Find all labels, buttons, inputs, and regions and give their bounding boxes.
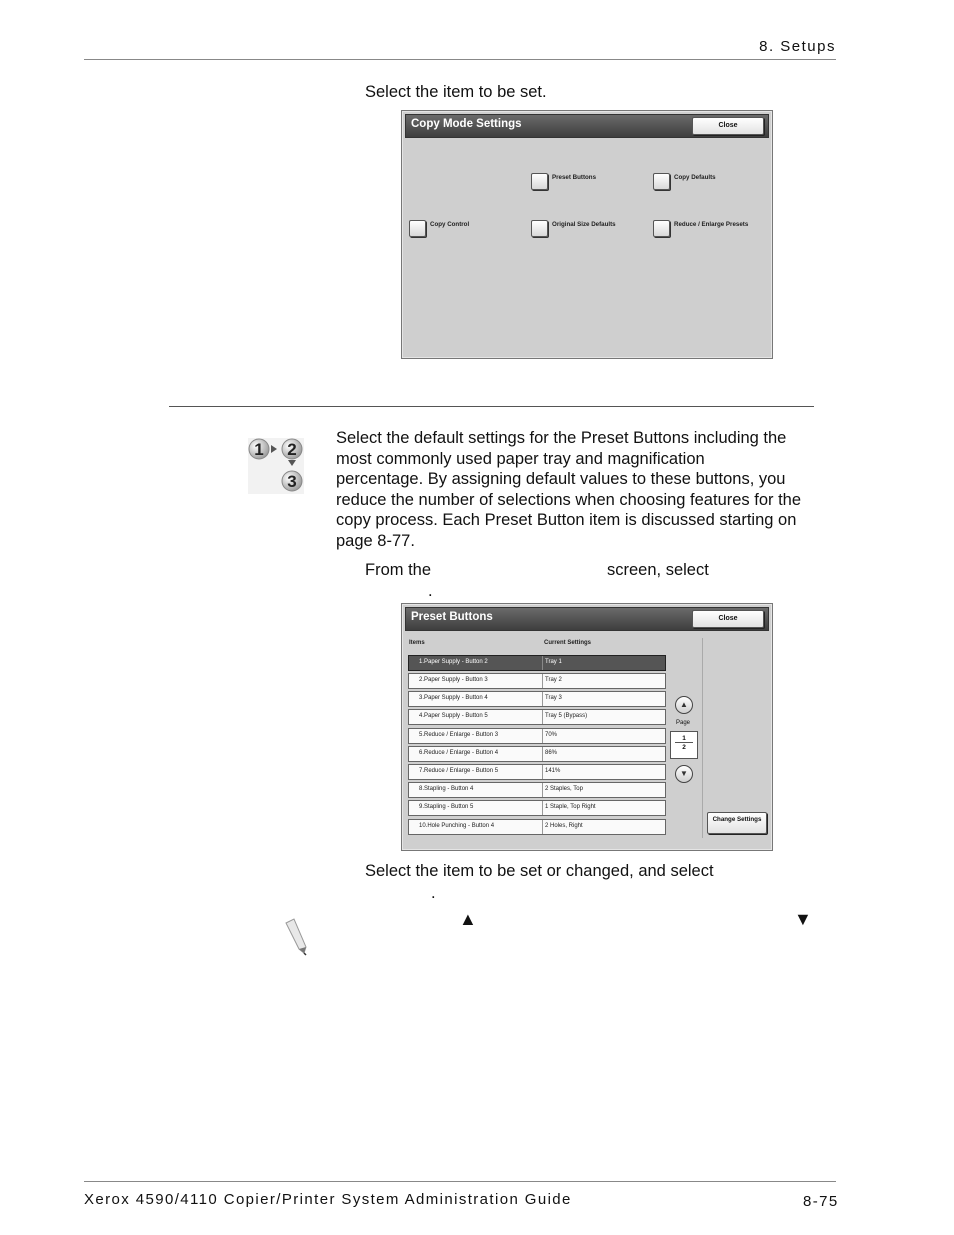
page-label: Page — [676, 720, 691, 726]
row-item: 2.Paper Supply - Button 3 — [419, 677, 488, 683]
table-row[interactable] — [408, 819, 666, 835]
paragraph-line: copy process. Each Preset Button item is discussed starting on — [336, 511, 797, 529]
step2-text: Select the item to be set or changed, and select — [365, 862, 714, 880]
page-total: 2 — [682, 744, 686, 751]
checkbox[interactable] — [409, 220, 426, 237]
option-label: Copy Control — [430, 221, 470, 228]
scroll-up-button[interactable]: ▲ — [675, 696, 693, 714]
copy-control-option[interactable] — [409, 220, 469, 237]
svg-text:1: 1 — [254, 440, 264, 459]
option-label: Reduce / Enlarge Presets — [674, 221, 749, 228]
original-size-defaults-option[interactable] — [531, 220, 616, 237]
panel-divider — [702, 638, 703, 838]
paragraph-line: percentage. By assigning default values to these buttons, you — [336, 470, 786, 488]
option-label: Original Size Defaults — [552, 221, 616, 228]
intro-instruction: Select the item to be set. — [365, 83, 547, 101]
checkbox[interactable] — [653, 173, 670, 190]
copy-mode-settings-screenshot — [401, 110, 773, 359]
screen-title: Preset Buttons — [411, 611, 493, 623]
step2-end: . — [431, 884, 436, 902]
svg-text:2: 2 — [287, 440, 297, 459]
row-setting: Tray 1 — [545, 659, 562, 665]
close-button[interactable]: Close — [692, 610, 764, 628]
screen-titlebar — [405, 607, 769, 631]
step1-text-c: . — [428, 582, 433, 600]
note-pencil-icon — [282, 917, 312, 957]
row-item: 3.Paper Supply - Button 4 — [419, 695, 488, 701]
row-item: 7.Reduce / Enlarge - Button 5 — [419, 768, 499, 774]
table-row[interactable] — [408, 655, 666, 671]
up-arrow-icon: ▲ — [459, 909, 477, 929]
table-row[interactable] — [408, 728, 666, 744]
row-item: 5.Reduce / Enlarge - Button 3 — [419, 732, 499, 738]
checkbox[interactable] — [531, 173, 548, 190]
section-paragraph — [336, 428, 801, 551]
paragraph-line: reduce the number of selections when choosing features for the — [336, 490, 802, 509]
header-rule — [84, 59, 836, 60]
option-label: Copy Defaults — [674, 174, 716, 181]
row-item: 8.Stapling - Button 4 — [419, 786, 474, 792]
paragraph-line: most commonly used paper tray and magnification — [336, 449, 705, 468]
svg-text:3: 3 — [287, 472, 297, 491]
row-setting: 86% — [545, 750, 558, 756]
reduce-enlarge-presets-option[interactable] — [653, 220, 748, 237]
checkbox[interactable] — [531, 220, 548, 237]
row-setting: Tray 3 — [545, 695, 562, 701]
table-row[interactable] — [408, 800, 666, 816]
close-button[interactable]: Close — [692, 117, 764, 135]
footer-title: Xerox 4590/4110 Copier/Printer System Administration Guide — [84, 1191, 572, 1208]
table-row[interactable] — [408, 709, 666, 725]
row-item: 1.Paper Supply - Button 2 — [419, 659, 488, 665]
step1-text-b: screen, select — [607, 561, 709, 579]
paragraph-line: page 8-77. — [336, 531, 415, 550]
row-item: 9.Stapling - Button 5 — [419, 804, 474, 810]
items-column-header: Items — [409, 640, 425, 646]
table-row[interactable] — [408, 691, 666, 707]
table-row[interactable] — [408, 764, 666, 780]
page-indicator — [670, 731, 698, 759]
table-row[interactable] — [408, 673, 666, 689]
row-setting: 70% — [545, 732, 558, 738]
preset-buttons-option[interactable] — [531, 173, 596, 190]
down-arrow-icon: ▼ — [794, 909, 812, 929]
step1-text-a: From the — [365, 561, 432, 579]
row-setting: 2 Holes, Right — [545, 823, 583, 829]
option-label: Preset Buttons — [552, 174, 597, 181]
copy-defaults-option[interactable] — [653, 173, 716, 190]
screen-titlebar — [405, 114, 769, 138]
paragraph-line: Select the default settings for the Preset Buttons including the — [336, 429, 787, 447]
settings-column-header: Current Settings — [544, 640, 592, 646]
table-row[interactable] — [408, 746, 666, 762]
table-row[interactable] — [408, 782, 666, 798]
footer-rule — [84, 1181, 836, 1182]
row-item: 10.Hole Punching - Button 4 — [419, 823, 495, 829]
row-setting: Tray 2 — [545, 677, 562, 683]
preset-buttons-screenshot — [401, 603, 773, 851]
row-setting: 2 Staples, Top — [545, 786, 583, 792]
row-setting: 1 Staple, Top Right — [545, 804, 596, 810]
row-setting: 141% — [545, 768, 561, 774]
page-number: 8-75 — [803, 1193, 839, 1210]
section-header: 8. Setups — [759, 38, 836, 55]
page-current: 1 — [675, 732, 693, 743]
screen-title: Copy Mode Settings — [411, 118, 522, 130]
section-rule — [169, 406, 814, 407]
scroll-down-button[interactable]: ▼ — [675, 765, 693, 783]
checkbox[interactable] — [653, 220, 670, 237]
row-item: 4.Paper Supply - Button 5 — [419, 713, 488, 719]
row-item: 6.Reduce / Enlarge - Button 4 — [419, 750, 499, 756]
change-settings-button[interactable]: Change Settings — [707, 812, 767, 834]
row-setting: Tray 5 (Bypass) — [545, 713, 588, 719]
steps-icon — [246, 434, 308, 496]
